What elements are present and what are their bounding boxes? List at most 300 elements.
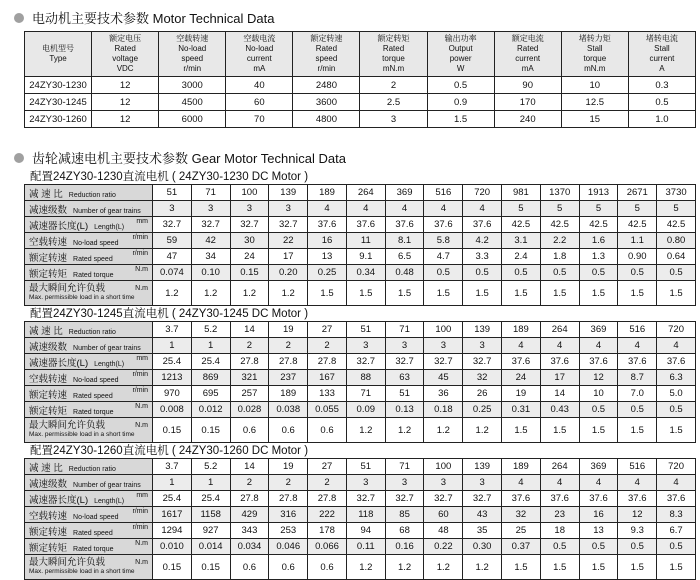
table-cell: 19 bbox=[269, 459, 308, 475]
header-line: 输出功率 bbox=[444, 34, 477, 43]
table-cell: 189 bbox=[502, 322, 541, 338]
row-label-cn: 减速器长度(L) bbox=[29, 220, 89, 232]
row-label-cell bbox=[25, 539, 153, 555]
table-cell: 8.1 bbox=[385, 233, 424, 249]
table-row bbox=[25, 185, 696, 201]
table-cell: 5 bbox=[657, 201, 696, 217]
row-label-cell bbox=[25, 233, 153, 249]
table-cell: 37.6 bbox=[579, 354, 618, 370]
table-cell: 0.25 bbox=[308, 265, 347, 281]
table-cell: 18 bbox=[540, 523, 579, 539]
unit-label: N.m bbox=[135, 285, 148, 292]
gear-section-title bbox=[14, 148, 346, 167]
table-cell: 51 bbox=[346, 322, 385, 338]
table-cell: 12 bbox=[92, 94, 159, 111]
motor-section-title-text: 电动机主要技术参数 Motor Technical Data bbox=[32, 11, 275, 26]
table-cell: 4 bbox=[502, 475, 541, 491]
table-cell: 0.80 bbox=[657, 233, 696, 249]
table-cell: 0.046 bbox=[269, 539, 308, 555]
table-cell: 4 bbox=[463, 201, 502, 217]
table-cell: 170 bbox=[494, 94, 561, 111]
table-cell: 13 bbox=[579, 523, 618, 539]
table-cell: 71 bbox=[385, 322, 424, 338]
table-cell: 25.4 bbox=[153, 354, 192, 370]
table-row bbox=[25, 77, 696, 94]
table-cell: 222 bbox=[308, 507, 347, 523]
table-cell: 516 bbox=[618, 459, 657, 475]
table-cell: 32.7 bbox=[269, 217, 308, 233]
table-cell: 12 bbox=[92, 77, 159, 94]
table-cell: 1.2 bbox=[153, 281, 192, 306]
gear-motor-table-1245 bbox=[24, 321, 696, 443]
table-cell: 0.5 bbox=[657, 539, 696, 555]
row-label-en: Length(L) bbox=[94, 223, 125, 231]
table-row bbox=[25, 523, 696, 539]
row-label-cell bbox=[25, 249, 153, 265]
table-cell: 0.15 bbox=[230, 265, 269, 281]
table-cell: 0.5 bbox=[463, 265, 502, 281]
table-cell: 1.5 bbox=[657, 555, 696, 580]
table-cell: 1.5 bbox=[385, 281, 424, 306]
unit-label: r/min bbox=[132, 523, 148, 531]
table-row bbox=[25, 507, 696, 523]
table-cell: 26 bbox=[463, 386, 502, 402]
table-cell: 1.5 bbox=[463, 281, 502, 306]
row-label-cell bbox=[25, 386, 153, 402]
unit-label: mm bbox=[136, 217, 148, 225]
table-cell: 0.012 bbox=[191, 402, 230, 418]
gear-table-3-title: 配置24ZY30-1260直流电机 ( 24ZY30-1260 DC Motor ) bbox=[30, 445, 309, 457]
table-cell: 4 bbox=[657, 475, 696, 491]
table-row bbox=[25, 475, 696, 491]
table-cell: 32 bbox=[463, 370, 502, 386]
row-label-en: Reduction ratio bbox=[68, 465, 116, 473]
table-cell: 27.8 bbox=[308, 491, 347, 507]
table-cell: 178 bbox=[308, 523, 347, 539]
table-row bbox=[25, 94, 696, 111]
table-cell: 11 bbox=[346, 233, 385, 249]
header-line: torque bbox=[583, 54, 607, 63]
table-cell: 6.5 bbox=[385, 249, 424, 265]
table-cell: 8.3 bbox=[657, 507, 696, 523]
table-cell: 0.5 bbox=[618, 539, 657, 555]
table-cell: 1.5 bbox=[346, 281, 385, 306]
table-cell: 24 bbox=[502, 370, 541, 386]
motor-header-cell bbox=[561, 32, 628, 77]
table-cell: 5.2 bbox=[191, 322, 230, 338]
table-cell: 43 bbox=[463, 507, 502, 523]
table-cell: 0.028 bbox=[230, 402, 269, 418]
table-cell: 0.034 bbox=[230, 539, 269, 555]
table-cell: 27.8 bbox=[230, 491, 269, 507]
table-cell: 6.7 bbox=[657, 523, 696, 539]
table-cell: 4 bbox=[385, 201, 424, 217]
table-cell: 5.0 bbox=[657, 386, 696, 402]
motor-header-cell bbox=[427, 32, 494, 77]
table-cell: 369 bbox=[579, 459, 618, 475]
header-line: No-load bbox=[245, 44, 274, 53]
row-label-en: Max. permissible load in a short time bbox=[29, 294, 135, 301]
table-row bbox=[25, 354, 696, 370]
row-label-cn: 减 速 比 bbox=[29, 188, 63, 200]
table-cell: 2 bbox=[230, 338, 269, 354]
table-cell: 23 bbox=[540, 507, 579, 523]
table-cell: 1.5 bbox=[308, 281, 347, 306]
table-cell: 5 bbox=[618, 201, 657, 217]
table-cell: 3 bbox=[230, 201, 269, 217]
table-cell: 2.5 bbox=[360, 94, 427, 111]
table-cell: 4 bbox=[502, 338, 541, 354]
table-cell: 25.4 bbox=[191, 354, 230, 370]
table-cell: 0.10 bbox=[191, 265, 230, 281]
table-cell: 71 bbox=[346, 386, 385, 402]
row-label-cell bbox=[25, 201, 153, 217]
bullet-icon bbox=[14, 13, 24, 23]
table-cell: 70 bbox=[226, 111, 293, 128]
table-cell: 71 bbox=[191, 185, 230, 201]
motor-type-cell: 24ZY30-1245 bbox=[25, 94, 92, 111]
table-cell: 1.1 bbox=[618, 233, 657, 249]
table-cell: 0.20 bbox=[269, 265, 308, 281]
table-cell: 1.2 bbox=[463, 418, 502, 443]
row-label-en: No-load speed bbox=[73, 376, 119, 384]
table-cell: 1.5 bbox=[657, 418, 696, 443]
row-label-cn: 额定转速 bbox=[29, 252, 68, 264]
table-cell: 5 bbox=[502, 201, 541, 217]
table-cell: 189 bbox=[269, 386, 308, 402]
row-label-cell bbox=[25, 523, 153, 539]
gear-table-1-title: 配置24ZY30-1230直流电机 ( 24ZY30-1230 DC Motor ) bbox=[30, 171, 309, 183]
table-cell: 37.6 bbox=[618, 491, 657, 507]
table-cell: 3 bbox=[269, 201, 308, 217]
table-row bbox=[25, 418, 696, 443]
table-cell: 0.014 bbox=[191, 539, 230, 555]
table-cell: 369 bbox=[579, 322, 618, 338]
table-cell: 32.7 bbox=[385, 354, 424, 370]
table-cell: 189 bbox=[308, 185, 347, 201]
table-cell: 2 bbox=[360, 77, 427, 94]
table-cell: 3 bbox=[385, 475, 424, 491]
table-row bbox=[25, 322, 696, 338]
table-cell: 1.2 bbox=[463, 555, 502, 580]
table-cell: 15 bbox=[561, 111, 628, 128]
row-label-en: Rated speed bbox=[73, 255, 113, 263]
row-label-cell bbox=[25, 322, 153, 338]
table-cell: 1.2 bbox=[191, 281, 230, 306]
header-line: mN.m bbox=[382, 64, 405, 73]
header-line: Rated bbox=[114, 44, 136, 53]
table-cell: 1.5 bbox=[618, 281, 657, 306]
table-cell: 1.5 bbox=[579, 418, 618, 443]
row-label-cell bbox=[25, 370, 153, 386]
table-cell: 0.6 bbox=[230, 555, 269, 580]
table-cell: 37.6 bbox=[385, 217, 424, 233]
table-cell: 0.5 bbox=[427, 77, 494, 94]
motor-technical-data-table bbox=[24, 31, 696, 128]
table-cell: 0.90 bbox=[618, 249, 657, 265]
table-cell: 0.37 bbox=[502, 539, 541, 555]
table-cell: 0.48 bbox=[385, 265, 424, 281]
row-label-en: Number of gear trains bbox=[73, 207, 141, 215]
row-label-en: Rated speed bbox=[73, 392, 113, 400]
row-label-cn: 空载转速 bbox=[29, 373, 68, 385]
table-cell: 7.0 bbox=[618, 386, 657, 402]
table-cell: 37.6 bbox=[308, 217, 347, 233]
table-cell: 37.6 bbox=[424, 217, 463, 233]
table-cell: 4 bbox=[424, 201, 463, 217]
table-cell: 167 bbox=[308, 370, 347, 386]
table-cell: 42.5 bbox=[502, 217, 541, 233]
header-line: r/min bbox=[183, 64, 202, 73]
motor-section-title bbox=[14, 8, 275, 27]
table-cell: 1.2 bbox=[269, 281, 308, 306]
table-cell: 59 bbox=[153, 233, 192, 249]
table-cell: 32 bbox=[502, 507, 541, 523]
motor-header-cell bbox=[494, 32, 561, 77]
table-cell: 85 bbox=[385, 507, 424, 523]
table-cell: 71 bbox=[385, 459, 424, 475]
table-cell: 4.2 bbox=[463, 233, 502, 249]
row-label-cell bbox=[25, 475, 153, 491]
table-cell: 1.8 bbox=[540, 249, 579, 265]
table-cell: 1.5 bbox=[540, 555, 579, 580]
table-cell: 4 bbox=[579, 475, 618, 491]
table-cell: 37.6 bbox=[463, 217, 502, 233]
table-cell: 37.6 bbox=[579, 491, 618, 507]
table-cell: 981 bbox=[502, 185, 541, 201]
row-label-cn: 额定转矩 bbox=[29, 268, 68, 280]
table-row bbox=[25, 386, 696, 402]
row-label-cell bbox=[25, 281, 153, 306]
table-cell: 1.5 bbox=[540, 418, 579, 443]
table-cell: 90 bbox=[494, 77, 561, 94]
table-cell: 0.34 bbox=[346, 265, 385, 281]
table-cell: 0.31 bbox=[502, 402, 541, 418]
header-line: Stall bbox=[587, 44, 603, 53]
table-cell: 0.5 bbox=[579, 402, 618, 418]
row-label-en: Rated torque bbox=[73, 545, 114, 553]
header-line: 额定电压 bbox=[109, 34, 142, 43]
table-cell: 37.6 bbox=[657, 491, 696, 507]
table-cell: 35 bbox=[463, 523, 502, 539]
header-line: No-load bbox=[178, 44, 207, 53]
table-cell: 321 bbox=[230, 370, 269, 386]
table-cell: 0.038 bbox=[269, 402, 308, 418]
table-cell: 32.7 bbox=[463, 491, 502, 507]
table-cell: 0.11 bbox=[346, 539, 385, 555]
table-row bbox=[25, 555, 696, 580]
table-cell: 3.7 bbox=[153, 459, 192, 475]
table-cell: 0.5 bbox=[424, 265, 463, 281]
table-cell: 1.6 bbox=[579, 233, 618, 249]
table-cell: 94 bbox=[346, 523, 385, 539]
table-cell: 0.5 bbox=[579, 539, 618, 555]
unit-label: mm bbox=[136, 491, 148, 499]
table-cell: 63 bbox=[385, 370, 424, 386]
table-cell: 3730 bbox=[657, 185, 696, 201]
table-cell: 429 bbox=[230, 507, 269, 523]
table-cell: 37.6 bbox=[657, 354, 696, 370]
table-cell: 2 bbox=[269, 338, 308, 354]
table-cell: 0.3 bbox=[628, 77, 695, 94]
table-cell: 12.5 bbox=[561, 94, 628, 111]
table-cell: 6000 bbox=[159, 111, 226, 128]
header-line: 额定转矩 bbox=[377, 34, 410, 43]
row-label-cn: 减速级数 bbox=[29, 204, 68, 216]
table-cell: 0.15 bbox=[153, 418, 192, 443]
table-cell: 1 bbox=[191, 338, 230, 354]
motor-header-cell bbox=[92, 32, 159, 77]
table-cell: 4500 bbox=[159, 94, 226, 111]
header-line: current bbox=[246, 54, 272, 63]
unit-label: r/min bbox=[132, 386, 148, 394]
table-cell: 0.5 bbox=[657, 402, 696, 418]
table-cell: 42 bbox=[191, 233, 230, 249]
table-cell: 0.055 bbox=[308, 402, 347, 418]
table-cell: 32.7 bbox=[385, 491, 424, 507]
row-label-cn: 额定转矩 bbox=[29, 405, 68, 417]
table-cell: 2480 bbox=[293, 77, 360, 94]
table-cell: 3 bbox=[360, 111, 427, 128]
row-label-cell bbox=[25, 507, 153, 523]
table-cell: 27 bbox=[308, 459, 347, 475]
row-label-cn: 减 速 比 bbox=[29, 325, 63, 337]
table-cell: 16 bbox=[579, 507, 618, 523]
table-cell: 14 bbox=[540, 386, 579, 402]
row-label-cell bbox=[25, 418, 153, 443]
table-cell: 51 bbox=[385, 386, 424, 402]
table-cell: 2 bbox=[230, 475, 269, 491]
table-cell: 316 bbox=[269, 507, 308, 523]
table-cell: 1.5 bbox=[657, 281, 696, 306]
row-label-en: Reduction ratio bbox=[68, 191, 116, 199]
table-cell: 24 bbox=[230, 249, 269, 265]
unit-label: r/min bbox=[132, 507, 148, 515]
table-cell: 1 bbox=[153, 338, 192, 354]
row-label-cn: 减速器长度(L) bbox=[29, 494, 89, 506]
table-cell: 3.1 bbox=[502, 233, 541, 249]
header-line: 堵转电流 bbox=[645, 34, 678, 43]
table-cell: 0.074 bbox=[153, 265, 192, 281]
table-cell: 6.3 bbox=[657, 370, 696, 386]
header-line: voltage bbox=[112, 54, 139, 63]
table-cell: 1913 bbox=[579, 185, 618, 201]
motor-header-cell bbox=[360, 32, 427, 77]
table-cell: 0.010 bbox=[153, 539, 192, 555]
table-cell: 1370 bbox=[540, 185, 579, 201]
motor-header-cell bbox=[293, 32, 360, 77]
unit-label: N.m bbox=[135, 265, 148, 273]
row-label-cell bbox=[25, 265, 153, 281]
table-cell: 0.09 bbox=[346, 402, 385, 418]
unit-label: N.m bbox=[135, 422, 148, 429]
row-label-cn: 额定转速 bbox=[29, 389, 68, 401]
table-cell: 3 bbox=[385, 338, 424, 354]
table-cell: 17 bbox=[540, 370, 579, 386]
table-cell: 32.7 bbox=[463, 354, 502, 370]
table-cell: 139 bbox=[463, 459, 502, 475]
row-label-cell bbox=[25, 217, 153, 233]
table-cell: 0.6 bbox=[269, 555, 308, 580]
table-cell: 16 bbox=[308, 233, 347, 249]
table-cell: 4 bbox=[540, 475, 579, 491]
row-label-en: Length(L) bbox=[94, 360, 125, 368]
unit-label: N.m bbox=[135, 539, 148, 547]
table-cell: 1.2 bbox=[424, 555, 463, 580]
table-cell: 4 bbox=[618, 475, 657, 491]
table-cell: 264 bbox=[346, 185, 385, 201]
table-cell: 42.5 bbox=[540, 217, 579, 233]
table-cell: 68 bbox=[385, 523, 424, 539]
row-label-cell bbox=[25, 402, 153, 418]
table-cell: 51 bbox=[346, 459, 385, 475]
table-cell: 2671 bbox=[618, 185, 657, 201]
table-cell: 1294 bbox=[153, 523, 192, 539]
row-label-cn: 减速器长度(L) bbox=[29, 357, 89, 369]
table-cell: 27 bbox=[308, 322, 347, 338]
header-line: 电机型号 bbox=[42, 44, 75, 53]
table-cell: 45 bbox=[424, 370, 463, 386]
header-line: A bbox=[659, 64, 665, 73]
table-cell: 51 bbox=[153, 185, 192, 201]
table-cell: 0.15 bbox=[191, 555, 230, 580]
table-cell: 37.6 bbox=[502, 491, 541, 507]
table-cell: 47 bbox=[153, 249, 192, 265]
table-cell: 19 bbox=[502, 386, 541, 402]
table-cell: 1617 bbox=[153, 507, 192, 523]
table-cell: 32.7 bbox=[191, 217, 230, 233]
row-label-cn: 最大瞬间允许负载 bbox=[29, 283, 106, 294]
row-label-en: No-load speed bbox=[73, 239, 119, 247]
table-cell: 1.2 bbox=[346, 418, 385, 443]
table-cell: 0.25 bbox=[463, 402, 502, 418]
table-cell: 1.2 bbox=[230, 281, 269, 306]
table-cell: 0.6 bbox=[230, 418, 269, 443]
table-cell: 139 bbox=[269, 185, 308, 201]
table-cell: 1158 bbox=[191, 507, 230, 523]
table-cell: 60 bbox=[424, 507, 463, 523]
table-cell: 1.2 bbox=[385, 418, 424, 443]
table-cell: 257 bbox=[230, 386, 269, 402]
table-cell: 4 bbox=[346, 201, 385, 217]
table-cell: 237 bbox=[269, 370, 308, 386]
table-cell: 4 bbox=[618, 338, 657, 354]
row-label-cn: 最大瞬间允许负载 bbox=[29, 557, 106, 568]
table-cell: 3 bbox=[153, 201, 192, 217]
motor-table-header-row bbox=[25, 32, 696, 77]
row-label-en: Max. permissible load in a short time bbox=[29, 568, 135, 575]
table-cell: 3 bbox=[346, 475, 385, 491]
table-cell: 264 bbox=[540, 459, 579, 475]
table-cell: 1.5 bbox=[427, 111, 494, 128]
unit-label: mm bbox=[136, 354, 148, 362]
header-line: Output bbox=[448, 44, 473, 53]
header-line: Rated bbox=[315, 44, 338, 53]
table-cell: 10 bbox=[561, 77, 628, 94]
header-line: 空载电流 bbox=[243, 34, 276, 43]
header-line: current bbox=[649, 54, 675, 63]
table-cell: 0.5 bbox=[540, 539, 579, 555]
header-line: 额定电流 bbox=[511, 34, 544, 43]
table-cell: 12 bbox=[579, 370, 618, 386]
table-cell: 1.5 bbox=[502, 555, 541, 580]
row-label-en: Rated torque bbox=[73, 271, 114, 279]
row-label-cn: 空载转速 bbox=[29, 510, 68, 522]
table-cell: 34 bbox=[191, 249, 230, 265]
table-cell: 0.43 bbox=[540, 402, 579, 418]
table-cell: 1.5 bbox=[618, 418, 657, 443]
table-cell: 13 bbox=[308, 249, 347, 265]
